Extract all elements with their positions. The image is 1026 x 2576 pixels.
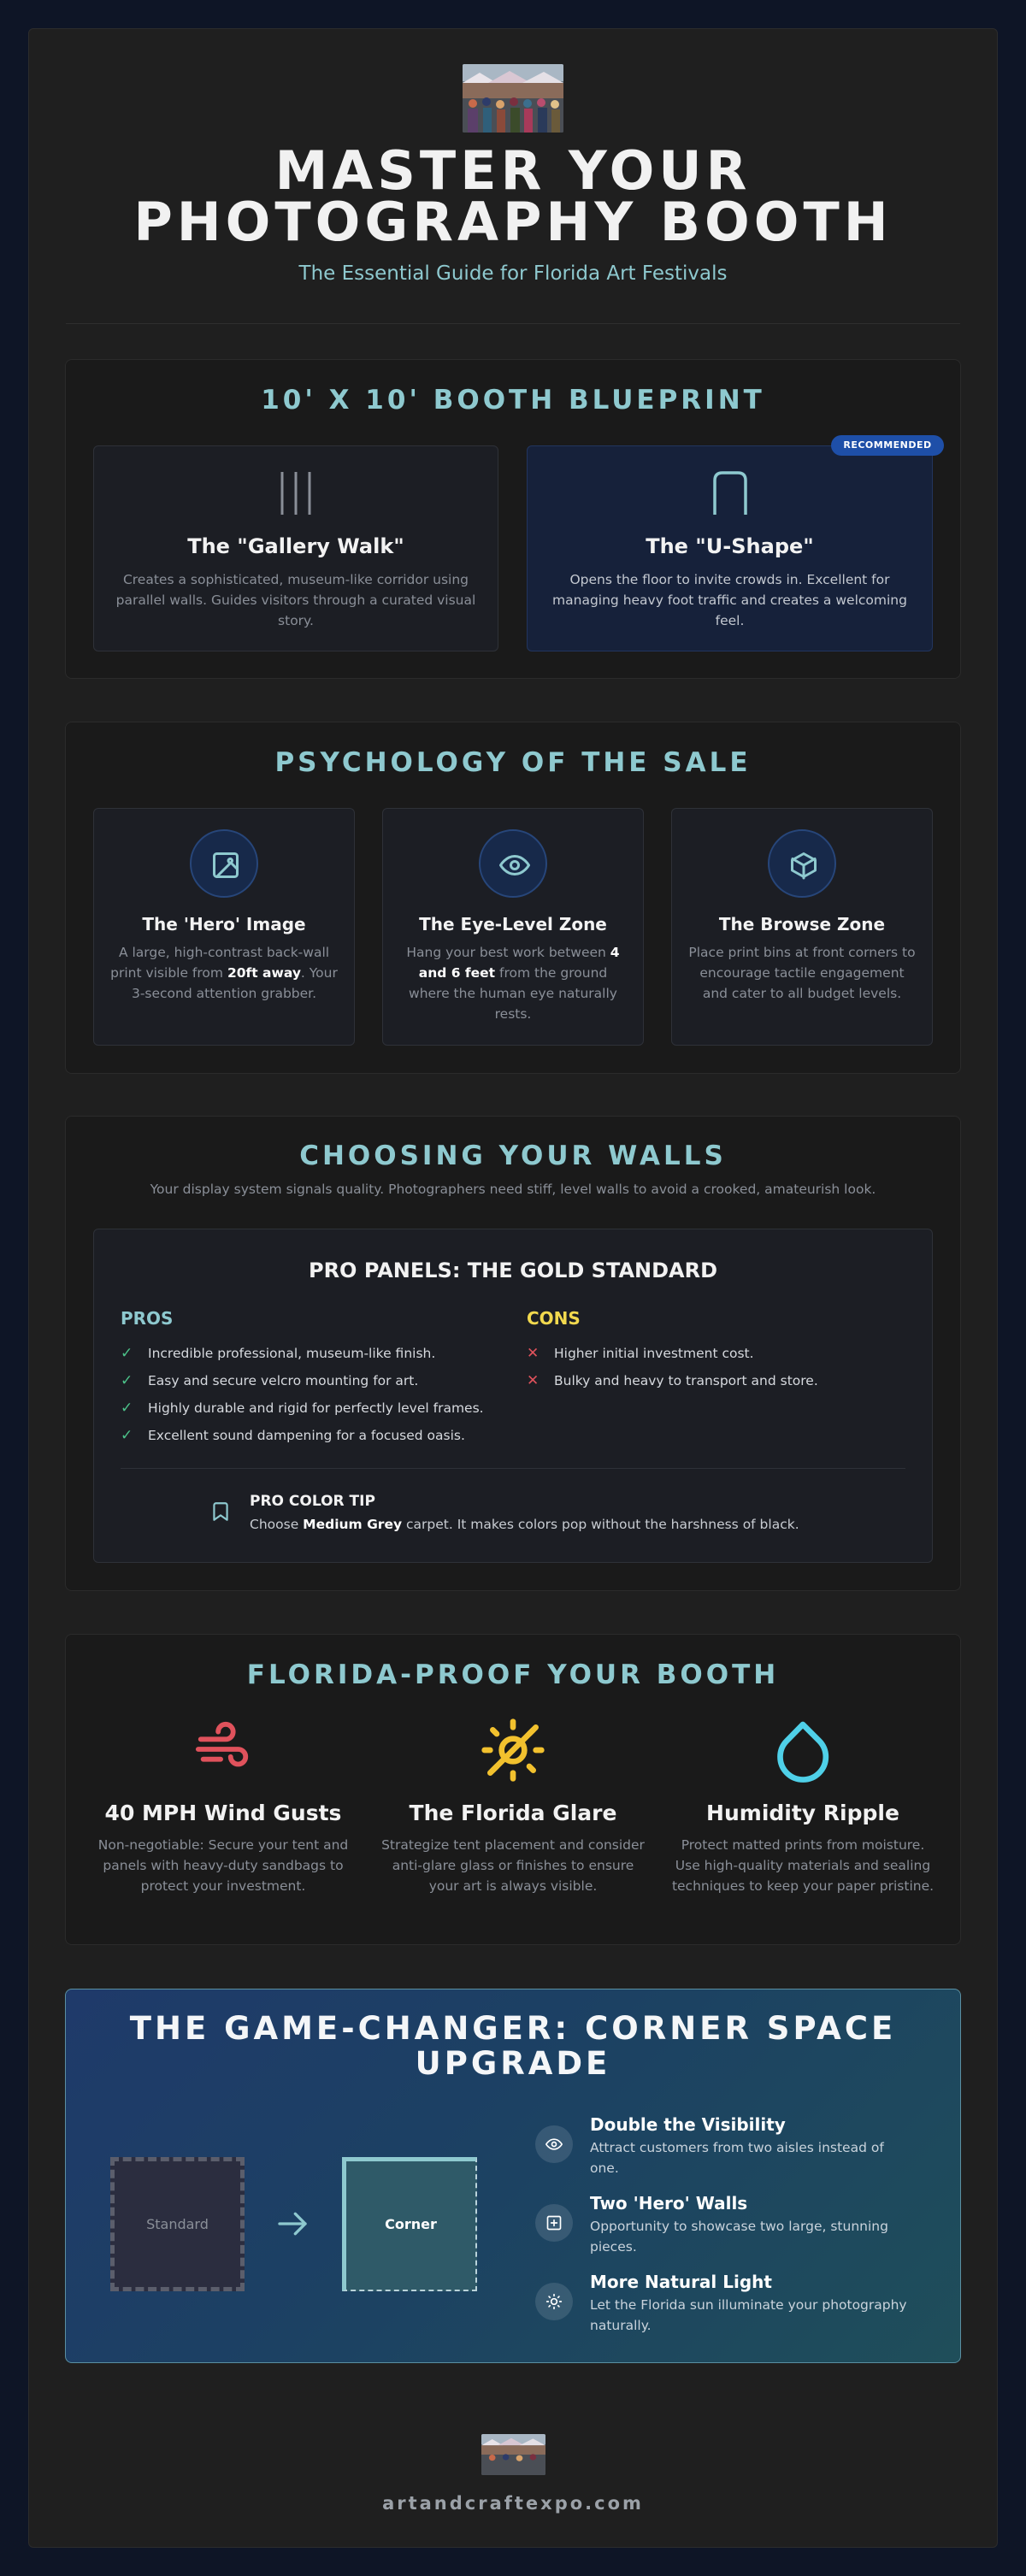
- arrow-right-icon: [275, 2209, 310, 2242]
- florida-item-description: Strategize tent placement and consider anti-glare glass or finishes to ensure your art is always visible.: [381, 1837, 645, 1894]
- benefit-description: Opportunity to showcase two large, stunning pieces.: [590, 2219, 888, 2255]
- florida-title: FLORIDA-PROOF YOUR BOOTH: [246, 1659, 780, 1690]
- psychology-card-title: The Eye-Level Zone: [419, 914, 607, 934]
- check-icon: ✓: [121, 1427, 133, 1444]
- standard-label: Standard: [146, 2216, 209, 2232]
- psychology-card-text: A large, high-contrast back-wall print visible from 20ft away. Your 3-second attention grabber.: [110, 945, 338, 1001]
- pro-item: ✓ Highly durable and rigid for perfectly level frames.: [121, 1400, 484, 1417]
- pro-item: ✓ Excellent sound dampening for a focused oasis.: [121, 1427, 465, 1444]
- eye-icon: [479, 829, 547, 898]
- psychology-card-title: The Browse Zone: [718, 914, 886, 934]
- check-icon: ✓: [121, 1372, 133, 1389]
- pros-label: PROS: [121, 1308, 174, 1329]
- wind-icon: [189, 1719, 257, 1783]
- tip-divider: [121, 1468, 905, 1469]
- image-icon: [190, 829, 258, 898]
- cons-list: [527, 1340, 903, 1394]
- recommended-badge: RECOMMENDED: [831, 435, 944, 456]
- florida-item-title: 40 MPH Wind Gusts: [104, 1801, 342, 1825]
- benefit-description: Let the Florida sun illuminate your photography naturally.: [590, 2297, 907, 2333]
- psychology-card-text: Place print bins at front corners to encourage tactile engagement and cater to all budget levels.: [688, 945, 916, 1001]
- walls-intro: Your display system signals quality. Photographers need stiff, level walls to avoid a crooked, amateurish look.: [150, 1182, 876, 1197]
- benefit-description: Attract customers from two aisles instead of one.: [590, 2140, 884, 2176]
- check-icon: ✓: [121, 1400, 133, 1417]
- corner-label: Corner: [385, 2216, 437, 2232]
- sun-icon: [535, 2283, 573, 2320]
- cross-icon: ✕: [527, 1345, 540, 1362]
- droplet-icon: [769, 1717, 837, 1789]
- sun-off-icon: [479, 1716, 547, 1788]
- layout-name: The "U-Shape": [646, 534, 814, 558]
- layout-name: The "Gallery Walk": [187, 534, 404, 558]
- page-subtitle: The Essential Guide for Florida Art Festivals: [298, 262, 728, 285]
- footer-photo: [481, 2434, 545, 2475]
- benefit-title: Double the Visibility: [590, 2114, 786, 2135]
- u-shape-icon: [709, 470, 752, 520]
- check-icon: ✓: [121, 1345, 133, 1362]
- pro-item: ✓ Easy and secure velcro mounting for art.: [121, 1372, 419, 1389]
- festival-photo: [463, 64, 563, 133]
- box-icon: [768, 829, 836, 898]
- florida-item-description: Non-negotiable: Secure your tent and panels with heavy-duty sandbags to protect your investment.: [97, 1837, 349, 1894]
- corner-upgrade-title: THE GAME-CHANGER: CORNER SPACE UPGRADE: [129, 2010, 897, 2082]
- con-item: ✕ Higher initial investment cost.: [527, 1345, 754, 1362]
- benefit-title: More Natural Light: [590, 2272, 772, 2292]
- florida-item-description: Protect matted prints from moisture. Use high-quality materials and sealing techniques to keep your paper pristine.: [671, 1837, 935, 1894]
- standard-booth-diagram: [110, 2157, 245, 2291]
- page-title: MASTER YOUR PHOTOGRAPHY BOOTH: [133, 139, 893, 253]
- blueprint-title: 10' X 10' BOOTH BLUEPRINT: [261, 385, 765, 416]
- cross-icon: ✕: [527, 1372, 540, 1389]
- psychology-card-title: The 'Hero' Image: [142, 914, 306, 934]
- layout-description: Creates a sophisticated, museum-like corridor using parallel walls. Guides visitors through a curated visual story.: [115, 572, 476, 628]
- psychology-title: PSYCHOLOGY OF THE SALE: [274, 747, 752, 778]
- benefit-title: Two 'Hero' Walls: [590, 2193, 748, 2213]
- footer-url[interactable]: artandcraftexpo.com: [382, 2493, 644, 2514]
- pros-list: [121, 1340, 497, 1449]
- tip-text: Choose Medium Grey carpet. It makes colors pop without the harshness of black.: [250, 1517, 799, 1532]
- header-divider: [66, 323, 960, 324]
- eye-icon: [535, 2125, 573, 2163]
- bookmark-icon: [209, 1499, 232, 1528]
- cons-label: CONS: [527, 1308, 581, 1329]
- florida-item-title: Humidity Ripple: [706, 1801, 899, 1825]
- corner-booth-diagram: [342, 2157, 477, 2291]
- walls-title: CHOOSING YOUR WALLS: [299, 1141, 727, 1171]
- plus-square-icon: [535, 2204, 573, 2242]
- pro-panels-title: PRO PANELS: THE GOLD STANDARD: [308, 1259, 718, 1282]
- three-walls-icon: [274, 470, 317, 520]
- florida-item-title: The Florida Glare: [409, 1801, 617, 1825]
- con-item: ✕ Bulky and heavy to transport and store.: [527, 1372, 818, 1389]
- pro-item: ✓ Incredible professional, museum-like finish.: [121, 1345, 436, 1362]
- layout-description: Opens the floor to invite crowds in. Excellent for managing heavy foot traffic and creates a welcoming feel.: [552, 572, 907, 628]
- psychology-card-text: Hang your best work between 4 and 6 feet from the ground where the human eye naturally rests.: [406, 945, 620, 1022]
- tip-label: PRO COLOR TIP: [250, 1493, 375, 1510]
